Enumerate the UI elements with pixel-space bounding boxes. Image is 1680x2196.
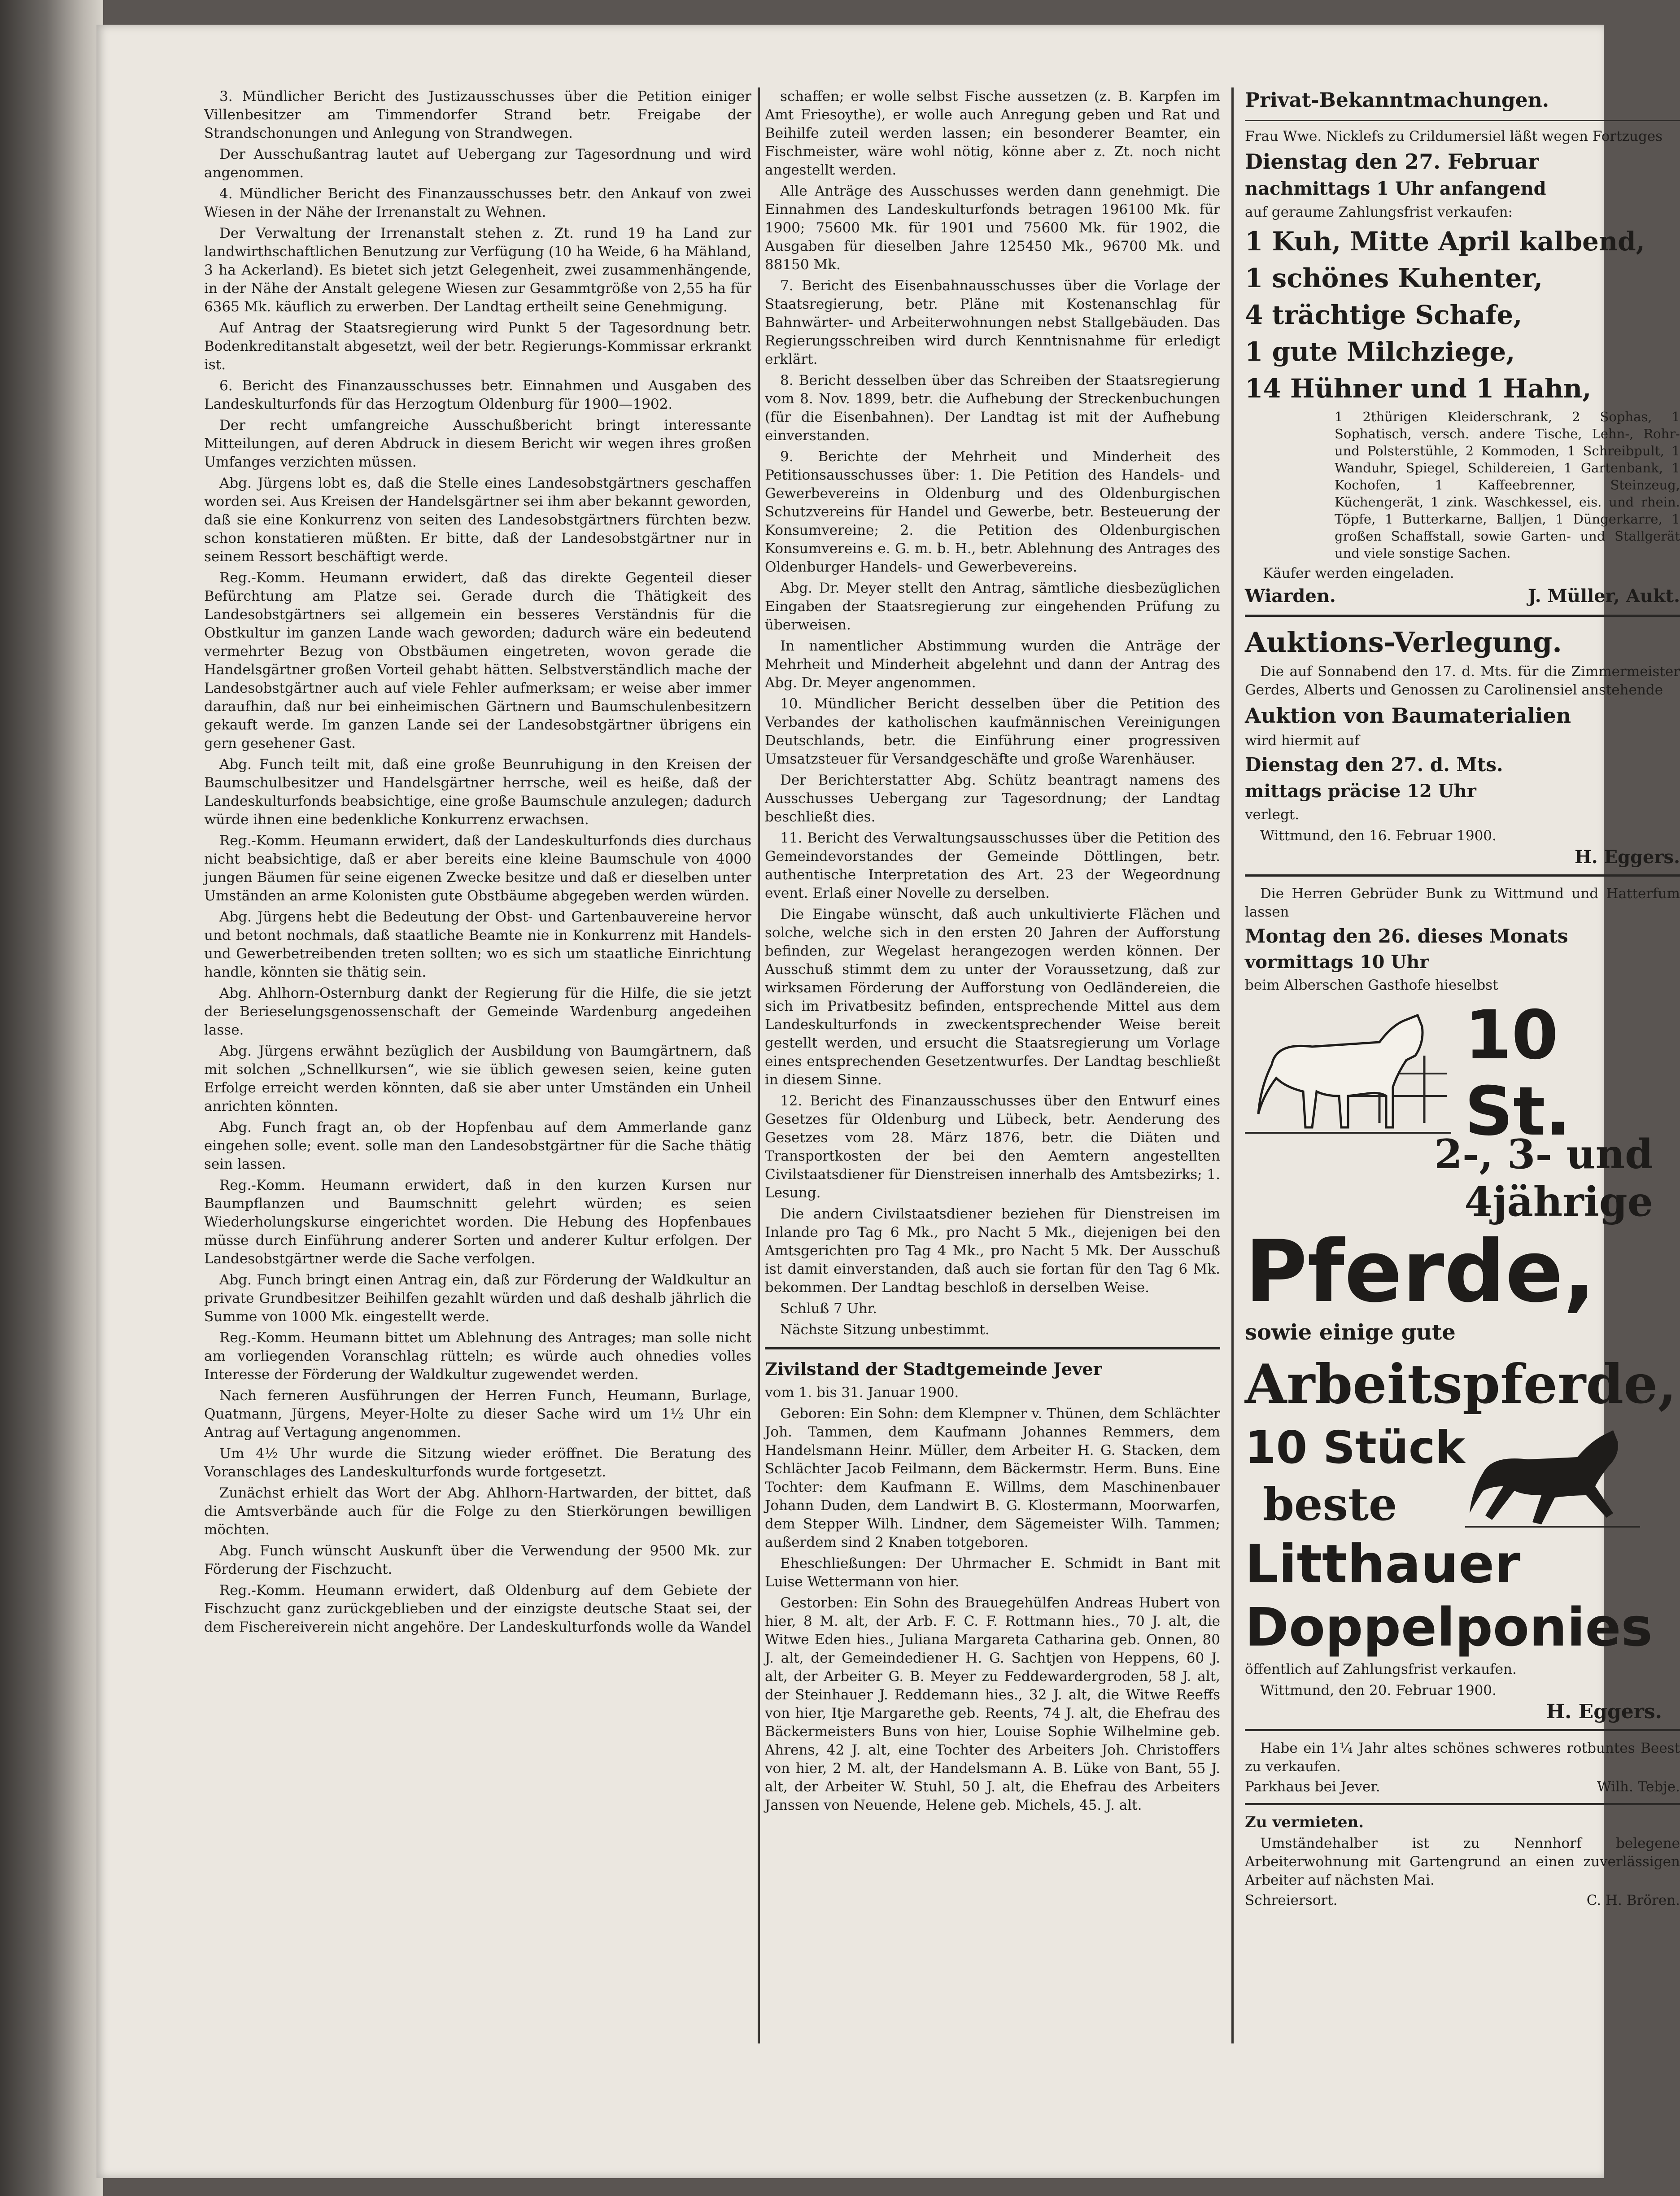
auction-time: nachmittags 1 Uhr anfangend xyxy=(1245,178,1546,199)
double-ponies-headline: Doppelponies xyxy=(1245,1596,1653,1658)
paragraph: Gestorben: Ein Sohn des Brauegehülfen Andreas Hubert von hier, 8 M. alt, der Arb. F. C. F. Rottmann hies., 70 J. alt, die Witwe Eden hies., Juliana Margareta Catharina geb. Onnen, 80 J. alt, der Gemeindediener H. G. Sachtjen von Heppens, 60 J. alt, der Arbeiter G. B. Meyer zu Feddewardergroden, 58 J. alt, der Steinhauer J. Reddemann hies., 32 J. alt, die Witwe Reeffs von hier, Itje Margarethe geb. Reents, 74 J. alt, die Ehefrau des Bäckermeisters Buns von hier, Louise Sophie Wilhelmine geb. Ahrens, 42 J. alt, eine Tochter des Arbeiters Joh. Christoffers von hier, 2 M. alt, der Handelsmann A. B. Lüke von Bant, 55 J. alt, der Arbeiter W. Stuhl, 50 J. alt, die Ehefrau des Arbeiters Janssen von Neuende, Helene geb. Michels, 45. J. alt. xyxy=(765,1595,1220,1813)
horse-also-text: sowie einige gute xyxy=(1245,1320,1456,1345)
private-announcements-header: Privat-Bekanntmachungen. xyxy=(1245,89,1549,112)
paragraph: Abg. Dr. Meyer stellt den Antrag, sämtliche diesbezüglichen Eingaben der Staatsregierung zur eingehenden Prüfung zu überweisen. xyxy=(765,580,1220,633)
auction-item: 4 trächtige Schafe, xyxy=(1245,300,1523,330)
for-rent-place: Schreiersort. xyxy=(1245,1892,1338,1908)
header-rule xyxy=(1245,120,1680,121)
paragraph: Der Verwaltung der Irrenanstalt stehen z. Zt. rund 19 ha Land zur landwirthschaftlichen Benutzung zur Verfügung (10 ha Weide, 6 ha Mähland, 3 ha Ackerland). Es bietet sich jetzt Gelegenheit, zwei zusammenhängende, in der Nähe der Anstalt gelegene Wiesen zur Gesammtgröße von 2,55 ha für 6365 Mk. käuflich zu erwerben. Der Landtag ertheilt seine Genehmigung. xyxy=(204,225,751,315)
civil-registry-title: Zivilstand der Stadtgemeinde Jever xyxy=(765,1359,1102,1379)
horse-auction-count-row xyxy=(1245,997,1680,1150)
paragraph: Abg. Funch fragt an, ob der Hopfenbau auf dem Ammerlande ganz eingehen solle; event. solle man den Landesobstgärtner für die Sache thätig sein lassen. xyxy=(204,1119,751,1172)
paragraph: Nächste Sitzung unbestimmt. xyxy=(780,1322,990,1338)
paragraph: Reg.-Komm. Heumann bittet um Ablehnung des Antrages; man solle nicht am vorliegenden Voranschlag rütteln; es würde auch ohnedies volles Interesse der Förderung der Waldkultur zugewendet werden. xyxy=(204,1330,751,1383)
ad-cattle-sale xyxy=(1245,1739,1680,1795)
for-rent-title: Zu vermieten. xyxy=(1245,1813,1364,1831)
paragraph: 4. Mündlicher Bericht des Finanzausschusses betr. den Ankauf von zwei Wiesen in der Nähe der Irrenanstalt zu Wehnen. xyxy=(204,186,751,220)
horses-headline: Pferde, xyxy=(1245,1222,1596,1321)
paragraph: 10. Mündlicher Bericht desselben über die Petition des Verbandes der katholischen kaufmännischen Vereinigungen Deutschlands, betr. die Einführung einer progressiven Umsatzsteuer für Versandgeschäfte und große Warenhäuser. xyxy=(765,696,1220,767)
horse-auction-intro: Die Herren Gebrüder Bunk zu Wittmund und Hatterfum lassen xyxy=(1245,886,1680,920)
postponement-signer: H. Eggers. xyxy=(1574,847,1680,868)
paragraph: Zunächst erhielt das Wort der Abg. Ahlhorn-Hartwarden, der bittet, daß die Amtsverbände auch für die Folge zu den Stierkörungen bewilligen möchten. xyxy=(204,1485,751,1538)
ponies-row xyxy=(1245,1421,1680,1534)
section-divider xyxy=(765,1347,1220,1349)
postponement-verlegt: verlegt. xyxy=(1245,807,1300,823)
auction-item: 1 Kuh, Mitte April kalbend, xyxy=(1245,226,1645,257)
postponement-date: Dienstag den 27. d. Mts. xyxy=(1245,754,1503,776)
horse-ages-line-2: 4jährige xyxy=(1464,1178,1653,1226)
paragraph: Reg.-Komm. Heumann erwidert, daß der Landeskulturfonds dies durchaus nicht beabsichtige, daß er aber bereits eine kleine Baumschule von 4000 jungen Bäumen für seine eigenen Zwecke besitze und daß er dieselben unter Umständen an arme Kolonisten gute Obstbäume abgegeben werden würden. xyxy=(204,833,751,904)
paragraph: Reg.-Komm. Heumann erwidert, daß Oldenburg auf dem Gebiete der Fischzucht ganz zurückgeblieben und der einzigste deutsche Staat sei, der dem Fischereiverein nicht angehöre. Der Landeskulturfonds wolle da Wandel xyxy=(204,1582,751,1635)
auctioneer-signature: J. Müller, Aukt. xyxy=(1527,585,1680,607)
auction-place: Wiarden. xyxy=(1245,585,1336,607)
horse-auction-signer: H. Eggers. xyxy=(1546,1700,1662,1723)
horse-ages-line-1: 2-, 3- und xyxy=(1434,1131,1653,1178)
horse-auction-place: beim Alberschen Gasthofe hieselbst xyxy=(1245,977,1498,993)
paragraph: 8. Bericht desselben über das Schreiben der Staatsregierung vom 8. Nov. 1899, betr. die Aufhebung der Streckenbuchungen (für die Eisenbahnen). Der Landtag ist mit der Aufhebung einverstanden. xyxy=(765,372,1220,444)
paragraph: Abg. Funch wünscht Auskunft über die Verwendung der 9500 Mk. zur Förderung der Fischzucht. xyxy=(204,1543,751,1577)
paragraph: schaffen; er wolle selbst Fische aussetzen (z. B. Karpfen im Amt Friesoythe), er wolle auch Anregung geben und Rat und Beihilfe zuteil werden lassen; ein besonderer Beamter, ein Fischmeister, wäre wohl nötig, könne aber z. Zt. noch nicht angestellt werden. xyxy=(765,88,1220,178)
horse-auction-time: vormittags 10 Uhr xyxy=(1245,952,1429,973)
cattle-sale-text: Habe ein 1¼ Jahr altes schönes schweres rotbuntes Beest zu verkaufen. xyxy=(1245,1740,1680,1775)
auction-date: Dienstag den 27. Februar xyxy=(1245,149,1539,174)
ad-private-auction xyxy=(1245,87,1680,607)
column-advertisements xyxy=(1245,87,1680,2043)
paragraph: Nach ferneren Ausführungen der Herren Funch, Heumann, Burlage, Quatmann, Jürgens, Meyer-Holte zu dieser Sache wird um 1½ Uhr ein Antrag auf Vertagung angenommen. xyxy=(204,1388,751,1441)
paragraph: Die Eingabe wünscht, daß auch unkultivierte Flächen und solche, welche sich in den ersten 20 Jahren der Aufforstung befinden, zur Wegelast herangezogen werden können. Der Ausschuß stimmt dem zu unter der Voraussetzung, daß zur wirksamen Förderung der Aufforstung von Oedländereien, die sich im Privatbesitz befinden, entsprechende Mittel aus dem Landeskulturfonds in zweckentsprechender Weise bereit gestellt werden, und ersucht die Staatsregierung um Vorlage eines entsprechenden Gesetzentwurfes. Der Landtag beschließt in diesem Sinne. xyxy=(765,906,1220,1088)
paragraph: Abg. Jürgens erwähnt bezüglich der Ausbildung von Baumgärtnern, daß mit solchen „Schnellkursen“, wie sie üblich gewesen seien, keine guten Erfolge erreicht werden könnten, daß sie aber unter Umständen ein Unheil anrichten könnten. xyxy=(204,1043,751,1114)
auction-buyers-invited: Käufer werden eingeladen. xyxy=(1263,565,1454,581)
white-horse-icon xyxy=(1245,1006,1451,1141)
civil-registry-section xyxy=(765,1358,1220,1815)
paragraph: Um 4½ Uhr wurde die Sitzung wieder eröffnet. Die Beratung des Voranschlages des Landeskulturfonds wurde fortgesetzt. xyxy=(204,1445,751,1480)
ponies-count: 10 Stück xyxy=(1245,1421,1465,1474)
paragraph: Schluß 7 Uhr. xyxy=(780,1301,877,1317)
civil-registry-entries xyxy=(765,1405,1220,1815)
paragraph: Reg.-Komm. Heumann erwidert, daß das direkte Gegenteil dieser Befürchtung am Platze sei. Gerade durch die Thätigkeit des Landesobstgärtners sei allgemein ein besseres Verständnis für die Obstkultur im ganzen Lande wach geworden; dadurch wäre ein bedeutend vermehrter Bezug von Obstbäumen eingetreten, wovon gerade die Handelsgärtner großen Vorteil gehabt hätten. Selbstverständlich mache der Landesobstgärtner auch auf viele Fehler aufmerksam; er weise aber immer daraufhin, daß nur bei einheimischen Gärtnern und Baumschulenbesitzern gekauft werde. Im ganzen Lande sei der Landesobstgärtner übrigens ein gern gesehener Gast. xyxy=(204,570,751,751)
ad-auction-postponement xyxy=(1245,625,1680,866)
column-divider xyxy=(758,87,760,2043)
ad-divider xyxy=(1245,1729,1680,1731)
paragraph: 9. Berichte der Mehrheit und Minderheit des Petitionsausschusses über: 1. Die Petition des Handels- und Gewerbevereins in Oldenburg und des Oldenburgischen Schutzvereins für Handel und Gewerbe, betr. Besteuerung der Konsumvereine; 2. die Petition des Oldenburgischen Konsumvereins e. G. m. b. H., betr. Ablehnung des Antrages des Oldenburger Handels- und Gewerbevereins. xyxy=(765,449,1220,575)
paragraph: Alle Anträge des Ausschusses werden dann genehmigt. Die Einnahmen des Landeskulturfonds betragen 196100 Mk. für 1900; 75600 Mk. für 1901 und 75600 Mk. für 1902, die Ausgaben für dieselben Jahre 125450 Mk., 96700 Mk. und 88150 Mk. xyxy=(765,183,1220,273)
paragraph: Abg. Funch teilt mit, daß eine große Beunruhigung in den Kreisen der Baumschulbesitzer und Handelsgärtner herrsche, weil es heiße, daß der Landeskulturfonds beabsichtige, eine große Baumschule anzulegen; dadurch würde ihnen eine bedenkliche Konkurrenz erwachsen. xyxy=(204,756,751,828)
paragraph: 12. Bericht des Finanzausschusses über den Entwurf eines Gesetzes für Oldenburg und Lübeck, betr. Aenderung des Gesetzes vom 28. März 1876, betr. die Diäten und Transportkosten der bei den Aemtern angestellten Civilstaatsdiener für Dienstreisen innerhalb des Amtsbezirks; 1. Lesung. xyxy=(765,1093,1220,1201)
paragraph: 3. Mündlicher Bericht des Justizausschusses über die Petition einiger Villenbesitzer am Timmendorfer Strand betr. Freigabe der Strandschonungen und Anlegung von Strandwegen. xyxy=(204,88,751,141)
ad-divider xyxy=(1245,615,1680,617)
auction-terms: auf geraume Zahlungsfrist verkaufen: xyxy=(1245,204,1513,220)
ponies-count-block xyxy=(1245,1421,1465,1534)
column-landtag-report xyxy=(204,87,751,2043)
ad-for-rent xyxy=(1245,1813,1680,1908)
ad-divider xyxy=(1245,1803,1680,1805)
postponement-text: Die auf Sonnabend den 17. d. Mts. für die Zimmermeister Gerdes, Alberts und Genossen zu Carolinensiel anstehende xyxy=(1245,664,1680,698)
paragraph: Die andern Civilstaatsdiener beziehen für Dienstreisen im Inlande pro Tag 6 Mk., pro Nacht 5 Mk., diejenigen bei den Amtsgerichten pro Tag 4 Mk., pro Nacht 5 Mk. Der Ausschuß ist damit einverstanden, daß auch sie fortan für den Tag 6 Mk. bekommen. Der Landtag beschloß in derselben Weise. xyxy=(765,1206,1220,1296)
work-horses-headline: Arbeitspferde, xyxy=(1245,1353,1677,1416)
auction-item-list xyxy=(1245,224,1680,406)
ponies-best: beste xyxy=(1263,1478,1397,1531)
postponement-mid: wird hiermit auf xyxy=(1245,733,1360,749)
paragraph: Auf Antrag der Staatsregierung wird Punkt 5 der Tagesordnung betr. Bodenkreditanstalt abgesetzt, weil der betr. Regierungs-Kommissar erkrankt ist. xyxy=(204,320,751,373)
paragraph: 7. Bericht des Eisenbahnausschusses über die Vorlage der Staatsregierung, betr. Pläne mit Kostenanschlag für Bahnwärter- und Arbeiterwohnungen nebst Stallgebäuden. Das Regierungsschreiben wird durch Kenntnisnahme für erledigt erklärt. xyxy=(765,278,1220,367)
auction-item: 14 Hühner und 1 Hahn, xyxy=(1245,373,1592,404)
for-rent-signer: C. H. Brören. xyxy=(1586,1892,1680,1908)
paragraph: Geboren: Ein Sohn: dem Klempner v. Thünen, dem Schlächter Joh. Tammen, dem Kaufmann Johannes Remmers, dem Handelsmann Heinr. Müller, dem Arbeiter H. G. Stacken, dem Schlächter Jacob Feilmann, dem Bäckermstr. Herm. Buns. Eine Tochter: dem Kaufmann E. Willms, dem Maschinenbauer Johann Duden, dem Landwirt B. G. Klostermann, Moorwarfen, dem Stepper Wilh. Lindner, dem Sägemeister Wilh. Tammen; außerdem sind 2 Knaben totgeboren. xyxy=(765,1406,1220,1550)
postponement-heading: Auktion von Baumaterialien xyxy=(1245,703,1571,728)
for-rent-signature xyxy=(1245,1892,1680,1908)
paragraph: Eheschließungen: Der Uhrmacher E. Schmidt in Bant mit Luise Wettermann von hier. xyxy=(765,1555,1220,1590)
paragraph: In namentlicher Abstimmung wurden die Anträge der Mehrheit und Minderheit abgelehnt und dann der Antrag des Abg. Dr. Meyer angenommen. xyxy=(765,638,1220,691)
column-divider xyxy=(1231,87,1234,2043)
auction-household-items: 1 2thürigen Kleiderschrank, 2 Sophas, 1 Sophatisch, versch. andere Tische, Lehn-, Rohr- und Polsterstühle, 2 Kommoden, 1 Schreibpult, 1 Wanduhr, Spiegel, Schildereien, 1 Gartenbank, 1 Kochofen, 1 Kaffeebrenner, Steinzeug, Küchengerät, 1 zink. Waschkessel, eis. und rhein. Töpfe, 1 Butterkarne, Balljen, 1 Düngerkarre, 1 großen Schaffstall, sowie Garten- und Stallgerät und viele sonstige Sachen. xyxy=(1335,409,1680,561)
horse-auction-date: Montag den 26. dieses Monats xyxy=(1245,925,1568,947)
landtag-continued-text xyxy=(765,87,1220,1339)
paragraph: Der Ausschußantrag lautet auf Uebergang zur Tagesordnung und wird angenommen. xyxy=(204,146,751,181)
paragraph: 11. Bericht des Verwaltungsausschusses über die Petition des Gemeindevorstandes der Gemeinde Döttlingen, betr. authentische Interpretation des Art. 23 der Wegeordnung event. Erlaß einer Novelle zu derselben. xyxy=(765,830,1220,901)
horse-auction-terms: öffentlich auf Zahlungsfrist verkaufen. xyxy=(1245,1661,1517,1677)
for-rent-text: Umständehalber ist zu Nennhorf belegene Arbeiterwohnung mit Gartengrund an einen zuverlässigen Arbeiter auf nächsten Mai. xyxy=(1245,1835,1680,1888)
postponement-time: mittags präcise 12 Uhr xyxy=(1245,781,1476,802)
postponement-title: Auktions-Verlegung. xyxy=(1245,626,1562,659)
paragraph: Abg. Jürgens hebt die Bedeutung der Obst- und Gartenbauvereine hervor und betont nochmals, daß staatliche Beamte nie in Konkurrenz mit Handels- und Gewerbetreibenden treten sollten; wo es sich um staatliche Einrichtung handle, könnten sie thätig sein. xyxy=(204,909,751,980)
paragraph: Abg. Funch bringt einen Antrag ein, daß zur Förderung der Waldkultur an private Grundbesitzer Beihilfen gezahlt würden und daß deshalb jährlich die Summe von 1000 Mk. eingestellt werde. xyxy=(204,1272,751,1325)
lithuanian-headline: Litthauer xyxy=(1245,1533,1521,1595)
running-pony-icon xyxy=(1465,1423,1640,1531)
horse-auction-dateline: Wittmund, den 20. Februar 1900. xyxy=(1260,1682,1497,1698)
paragraph: Reg.-Komm. Heumann erwidert, daß in den kurzen Kursen nur Baumpflanzen und Baumschnitt gelehrt würden; es seien Wiederholungskurse eingerichtet worden. Die Hebung des Hopfenbaues müsse durch Einführung anderer Sorten und anderer Kultur erfolgen. Der Landesobstgärtner werde die Sache verfolgen. xyxy=(204,1177,751,1267)
book-page-edges xyxy=(0,0,103,2196)
auction-item: 1 schönes Kuhenter, xyxy=(1245,263,1543,293)
cattle-sale-place: Parkhaus bei Jever. xyxy=(1245,1779,1380,1795)
cattle-sale-signature xyxy=(1245,1779,1680,1795)
auction-signature-line xyxy=(1245,585,1680,607)
civil-registry-subtitle: vom 1. bis 31. Januar 1900. xyxy=(765,1384,959,1401)
auction-item: 1 gute Milchziege, xyxy=(1245,336,1515,367)
paragraph: Der Berichterstatter Abg. Schütz beantragt namens des Ausschusses Uebergang zur Tagesordnung; der Landtag beschließt dies. xyxy=(765,772,1220,825)
paragraph: Der recht umfangreiche Ausschußbericht bringt interessante Mitteilungen, auf deren Abdruck in diesem Bericht wir wegen ihres großen Umfanges verzichten müssen. xyxy=(204,417,751,470)
ad-horse-auction xyxy=(1245,885,1680,1721)
horse-count: 10 St. xyxy=(1465,996,1571,1151)
cattle-sale-signer: Wilh. Tebje. xyxy=(1597,1779,1680,1795)
ad-divider xyxy=(1245,874,1680,877)
newspaper-page xyxy=(96,25,1680,2178)
column-landtag-continued xyxy=(765,87,1220,2043)
postponement-dateline: Wittmund, den 16. Februar 1900. xyxy=(1260,828,1497,844)
paragraph: Abg. Ahlhorn-Osternburg dankt der Regierung für die Hilfe, die sie jetzt der Berieselungsgenossenschaft der Gemeinde Wardenburg angedeihen lasse. xyxy=(204,985,751,1038)
auction-intro: Frau Wwe. Nicklefs zu Crildumersiel läßt wegen Fortzuges xyxy=(1245,128,1663,144)
paragraph: Abg. Jürgens lobt es, daß die Stelle eines Landesobstgärtners geschaffen worden sei. Aus Kreisen der Handelsgärtner sei ihm aber bekannt geworden, daß sie eine Konkurrenz von seiten des Landesobstgärtners fürchten bezw. schon konstatieren müßten. Er bitte, daß der Landesobstgärtner nur in seinem Ressort beschäftigt werde. xyxy=(204,475,751,565)
paragraph: 6. Bericht des Finanzausschusses betr. Einnahmen und Ausgaben des Landeskulturfonds für das Herzogtum Oldenburg für 1900—1902. xyxy=(204,378,751,412)
